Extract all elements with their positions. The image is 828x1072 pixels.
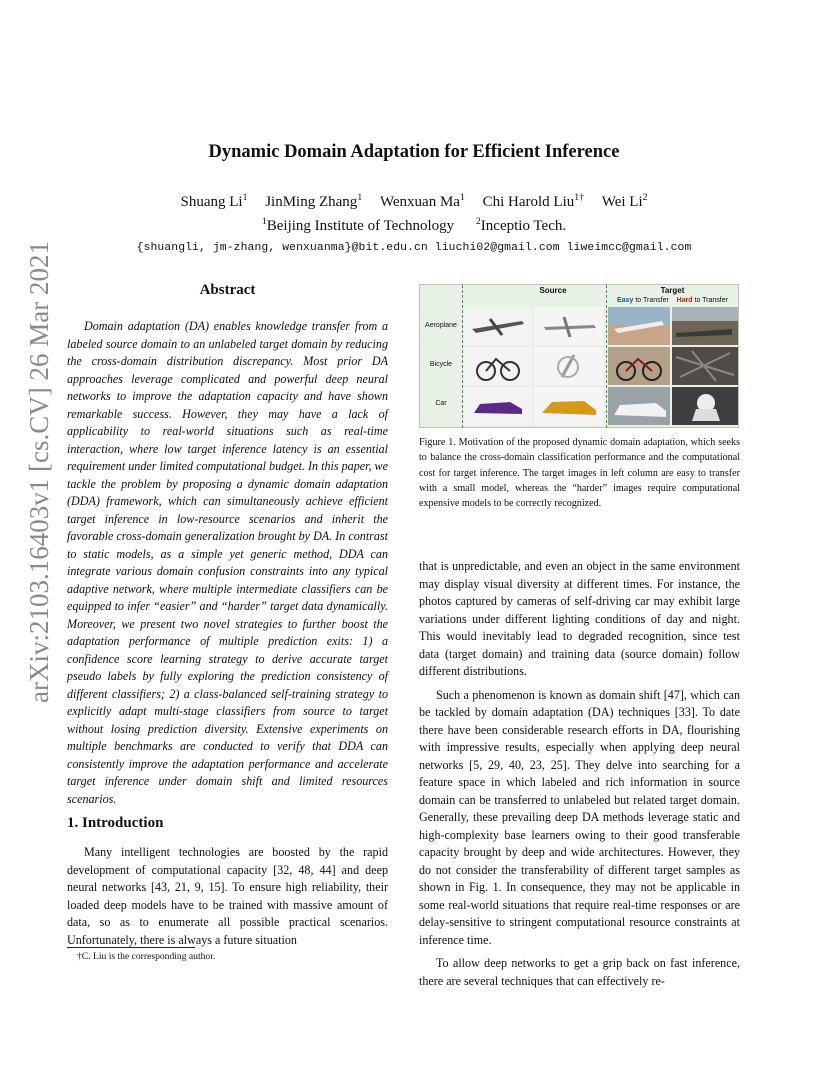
abstract-body: Domain adaptation (DA) enables knowledge transfer from a labeled source domain to an unlabeled target domain by reducing the cross-domain distribution discrepancy. Most prior DA approaches leverage complicated and powerful deep neural networks to improve the adaptation capacity and have shown remarkable success. However, they may have a lack of applicability to real-world situations such as real-time interaction, where low target inference latency is an essential requirement under limited computational budget. In this paper, we tackle the problem by proposing a dynamic domain adaptation (DDA) framework, which can simultaneously achieve efficient target inference in low-resource scenarios and inherit the favorable cross-domain generalization brought by DA. In contrast to static models, as a simple yet generic method, DDA can integrate various domain confusion constraints into any typical adaptive network, where multiple intermediate classifiers can be equipped to infer “easier” and “harder” target data dynamically. Moreover, we present two novel strategies to further boost the adaptation performance of multiple prediction exits: 1) a confidence score learning strategy to derive accurate target pseudo labels by fully exploring the prediction consistency of different classifiers; 2) a class-balanced self-training strategy to explicitly adapt multi-stage classifiers from source to target without losing prediction diversity. Extensive experiments on multiple benchmarks are conducted to verify that DDA can consistently improve the adaptation performance and accelerate target inference under domain shift and limited resources scenarios. xyxy=(67,319,388,806)
target-easy-bicycle-image xyxy=(608,347,670,385)
figure-divider xyxy=(462,285,463,428)
author: Wei Li$^2$ xyxy=(601,192,648,210)
target-easy-car-image xyxy=(608,387,670,425)
author-emails: {shuangli, jm-zhang, wenxuanma}@bit.edu.cn liuchi02@gmail.com liweimcc@gmail.com xyxy=(136,242,692,254)
author: Wenxuan Ma$^1$ xyxy=(379,192,465,210)
easy-label: Easy xyxy=(617,297,634,304)
author-list xyxy=(0,194,828,211)
figure-source-header: Source xyxy=(539,286,567,295)
arxiv-id-text: arXiv:2103.16403v1 [cs.CV] 26 Mar 2021 xyxy=(24,241,54,703)
footnote: †C. Liu is the corresponding author. xyxy=(77,951,216,962)
right-column-body xyxy=(419,558,740,990)
target-hard-car-image xyxy=(672,387,738,425)
figure-1-caption: Figure 1. Motivation of the proposed dynamic domain adaptation, which seeks to balance the cross-domain classification performance and the computational cost for target inference. The target images in left column are easy to transfer with a small model, whereas the “harder” images require computational expensive models to be correctly recognized. xyxy=(419,437,740,510)
affiliation-list xyxy=(0,218,828,235)
paragraph: To allow deep networks to get a grip back on fast inference, there are several techniques that can effectively re- xyxy=(419,956,740,988)
source-aeroplane-image-1 xyxy=(464,307,532,345)
row-label-aeroplane: Aeroplane xyxy=(425,322,457,329)
figure-1-image-grid xyxy=(419,284,739,428)
figure-target-subheader: Easy to Transfer Hard to Transfer xyxy=(617,297,728,304)
introduction-body: Many intelligent technologies are boosted by the rapid development of computational capacity [32, 48, 44] and deep neural networks [43, 21, 9, 15]. To ensure high reliability, their loaded deep models have to be trained with massive amount of data, so as to enumerate all possible practical scenarios. Unfortunately, there is always a future situation xyxy=(67,845,388,947)
abstract-heading: Abstract xyxy=(199,282,256,298)
source-car-image-1 xyxy=(464,387,532,425)
source-aeroplane-image-2 xyxy=(534,307,604,345)
paper-title: Dynamic Domain Adaptation for Efficient Inference xyxy=(208,142,620,162)
paragraph: Such a phenomenon is known as domain shift [47], which can be tackled by domain adaptation (DA) techniques [33]. To date there have been considerable research efforts in DA, flourishing with impressive results, especially when applying deep neural networks [5, 29, 40, 23, 25]. They delve into searching for a feature space in which labeled and rich information in source domain can be transferred to unlabeled but related target domain. Generally, these prevailing deep DA methods leverage static and high-complexity base learners owing to their good transferable capacity brought by deep and wide architectures. However, they do not consider the transferability of different target samples as shown in Fig. 1. In consequence, they may not be applicable in some real-world situations that require real-time responses or are delay-sensitive to stringent computational resource constraints at inference time. xyxy=(419,687,740,947)
affiliation: $^1$Beijing Institute of Technology xyxy=(261,216,455,234)
figure-divider xyxy=(606,285,607,428)
affiliation: $^2$Inceptio Tech. xyxy=(475,216,567,234)
source-bicycle-image-1 xyxy=(464,347,532,385)
target-hard-aeroplane-image xyxy=(672,307,738,345)
arxiv-identifier-stamp xyxy=(18,241,58,703)
figure-target-header: Target xyxy=(660,286,685,295)
introduction-heading: 1. Introduction xyxy=(67,815,164,831)
row-label-car: Car xyxy=(435,400,447,407)
hard-label: Hard xyxy=(676,297,693,304)
row-label-bicycle: Bicycle xyxy=(429,361,453,368)
target-easy-aeroplane-image xyxy=(608,307,670,345)
paragraph: that is unpredictable, and even an object in the same environment may display visual diversity at different times. For instance, the photos captured by cameras of self-driving car may exhibit large variations under different lighting conditions of day and night. This would inevitably lead to degraded recognition, since test data (target domain) and training data (source domain) follow different distributions. xyxy=(419,559,740,678)
author: JinMing Zhang$^1$ xyxy=(265,192,363,210)
source-car-image-2 xyxy=(534,387,604,425)
author: Chi Harold Liu$^{1\dagger}$ xyxy=(482,192,584,210)
source-bicycle-image-2 xyxy=(534,347,604,385)
footnote-divider xyxy=(67,947,195,948)
author: Shuang Li$^1$ xyxy=(180,192,248,210)
target-hard-bicycle-image xyxy=(672,347,738,385)
